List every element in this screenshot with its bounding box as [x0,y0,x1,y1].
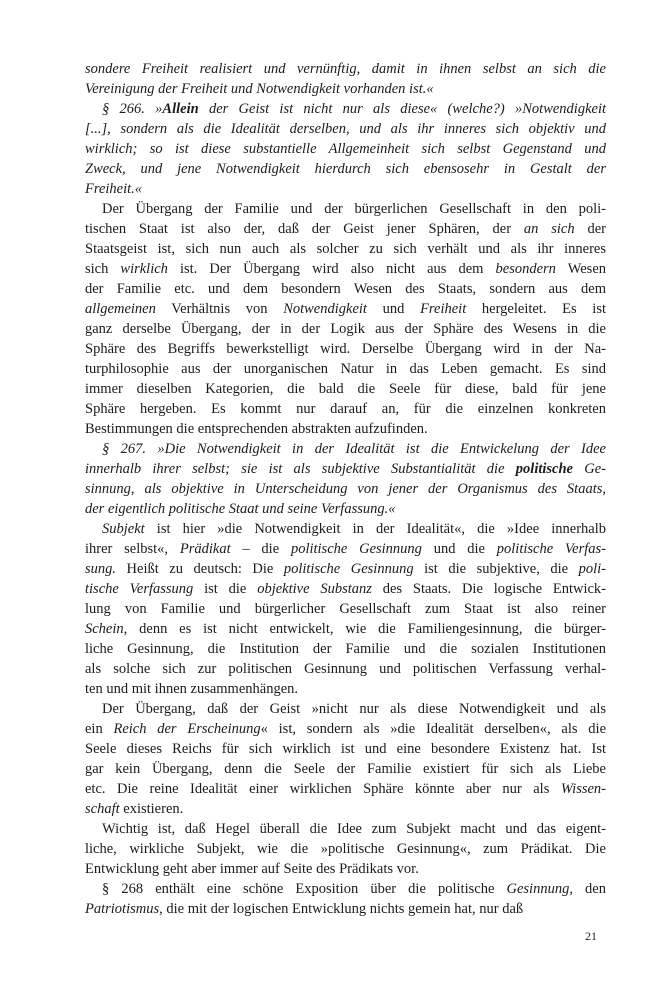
text-segment: Wissen- [560,781,606,797]
text-segment: Wichtig ist, daß Hegel überall die Idee zum Subjekt macht und das eigent- [102,821,606,837]
text-line [85,439,606,459]
page-number: 21 [585,929,597,943]
text-line [85,619,606,639]
text-line [85,899,606,919]
text-line [85,539,606,559]
text-segment: ihrer selbst«, [85,541,180,557]
text-segment: des Staats. Die logische Entwick- [371,581,607,597]
text-segment: der eigentlich politische Staat und seine Verfassung.« [85,501,396,517]
text-segment: [...], sondern als die Idealität derselben, und als ihr inneres sich objektiv und [85,121,606,137]
text-segment: Heißt zu deutsch: Die [116,561,284,577]
text-segment: ganz derselbe Übergang, der in der Logik aus der Sphäre des Wesens in die [85,321,606,337]
text-line [85,299,606,319]
text-segment: politische Verfas- [496,541,607,557]
text-segment: § 267. »Die Notwendigkeit in der Idealität ist die Entwickelung der Idee [102,441,606,457]
text-segment: « ist, sondern als »die Idealität derselben«, als die [260,721,607,737]
text-segment: Der Übergang der Familie und der bürgerlichen Gesellschaft in den poli- [102,201,606,217]
text-segment: liche, wirkliche Subjekt, wie die »politische Gesinnung«, zum Prädikat. Die [85,841,606,857]
text-segment: Prädikat [179,541,231,557]
text-segment: Entwicklung geht aber immer auf Seite des Prädikats vor. [85,861,419,877]
text-segment: Verhältnis von [155,301,284,317]
text-segment: § 266. » [102,101,163,117]
text-segment: Zweck, und jene Notwendigkeit hierdurch sich ebensosehr in Gestalt der [85,161,606,177]
text-line [85,199,606,219]
text-segment: politische [515,461,573,477]
text-segment: Reich der Erscheinung [113,721,261,737]
text-line [85,159,606,179]
text-segment: der Familie etc. und dem besondern Wesen des Staats, sondern aus dem [85,281,606,297]
text-line [85,819,606,839]
text-line [85,379,606,399]
text-segment: Sphäre des Begriffs bewerkstelligt wird. Derselbe Übergang wird in der Na- [85,341,606,357]
text-segment: , denn es ist nicht entwickelt, wie die Familiengesinnung, die bürger- [123,621,606,637]
text-segment: und [366,301,421,317]
text-line [85,59,606,79]
text-line [85,119,606,139]
text-segment: wirklich; so ist diese substantielle Allgemeinheit sich selbst Gegenstand und [85,141,606,157]
text-segment: besondern [495,261,556,277]
text-line [85,279,606,299]
text-line [85,179,606,199]
text-segment: ist hier »die Notwendigkeit in der Idealität«, die »Idee innerhalb [144,521,606,537]
text-segment: Ge- [573,461,606,477]
text-line [85,739,606,759]
text-segment: existieren. [119,801,184,817]
text-line [85,259,606,279]
text-segment: ein [85,721,114,737]
text-segment: der [574,221,607,237]
text-segment: Bestimmungen die entsprechenden abstrakten aufzufinden. [85,421,428,437]
text-line [85,859,606,879]
text-line [85,679,606,699]
text-line [85,579,606,599]
text-segment: Gesinnung [506,881,570,897]
text-segment: – die [230,541,291,557]
text-segment: Notwendigkeit [283,301,367,317]
text-segment: und die [421,541,497,557]
text-segment: hergeleitet. Es ist [466,301,607,317]
text-line [85,419,606,439]
text-segment: Sphäre hergeben. Es kommt nur darauf an, für die einzelnen konkreten [85,401,606,417]
text-segment: Vereinigung der Freiheit und Notwendigkeit vorhanden ist.« [85,81,434,97]
text-segment: gar kein Übergang, denn die Seele der Familie existiert für sich als Liebe [85,761,606,777]
text-segment: ten und mit ihnen zusammenhängen. [85,681,299,697]
text-line [85,239,606,259]
text-segment: tische Verfassung [85,581,194,597]
text-segment: Schein [85,621,124,637]
text-line [85,79,606,99]
text-segment: Freiheit [420,301,467,317]
text-line [85,99,606,119]
text-line [85,219,606,239]
text-segment: § 268 enthält eine schöne Exposition über die politische [102,881,507,897]
text-segment: lung von Familie und bürgerlicher Gesellschaft zum Staat ist also reiner [85,601,606,617]
text-line [85,399,606,419]
text-segment: wirklich [120,261,168,277]
text-segment: als solche sich zur politischen Gesinnung und politischen Verfassung verhal- [85,661,606,677]
text-segment: politische Gesinnung [283,561,414,577]
text-segment: , den [569,881,606,897]
text-segment: Seele dieses Reichs für sich wirklich ist und eine besondere Existenz hat. Ist [85,741,606,757]
text-line [85,659,606,679]
text-segment: Wesen [555,261,607,277]
text-segment: ist die subjektive, die [413,561,579,577]
text-segment: innerhalb ihrer selbst; sie ist als subjektive Substantialität die [85,461,516,477]
text-segment: Subjekt [102,521,145,537]
text-segment: Patriotismus [85,901,160,917]
text-line [85,139,606,159]
text-segment: schaft [85,801,120,817]
text-segment: ist die [193,581,258,597]
text-line [85,599,606,619]
text-line [85,319,606,339]
text-line [85,839,606,859]
text-line [85,459,606,479]
text-line [85,759,606,779]
text-segment: der Geist ist nicht nur als diese« (welche?) »Notwendigkeit [198,101,607,117]
text-segment: poli- [578,561,606,577]
text-segment: tischen Staat ist also der, daß der Geist jener Sphären, der [85,221,524,237]
text-segment: Staatsgeist ist, sich nun auch als solcher zu sich verhält und als ihr inneres [85,241,606,257]
text-segment: etc. Die reine Idealität einer wirklichen Sphäre könnte aber nur als [85,781,561,797]
text-block [85,59,606,919]
text-line [85,639,606,659]
text-segment: immer dieselben Kategorien, die bald die Seele für diese, bald für jene [85,381,606,397]
text-line [85,359,606,379]
text-segment: liche Gesinnung, die Institution der Familie und die sozialen Institutionen [85,641,606,657]
text-line [85,479,606,499]
text-segment: objektive Substanz [257,581,372,597]
text-segment: allgemeinen [85,301,156,317]
text-segment: , die mit der logischen Entwicklung nichts gemein hat, nur daß [159,901,524,917]
text-line [85,339,606,359]
text-line [85,699,606,719]
text-line [85,499,606,519]
text-segment: Freiheit.« [85,181,143,197]
text-segment: politische Gesinnung [290,541,422,557]
text-line [85,719,606,739]
text-line [85,519,606,539]
text-segment: sung. [85,561,117,577]
text-line [85,879,606,899]
text-line [85,779,606,799]
text-line [85,799,606,819]
text-segment: sich [85,261,121,277]
text-segment: Allein [162,101,199,117]
text-segment: sinnung, als objektive in Unterscheidung von jener der Organismus des Staats, [85,481,606,497]
text-line [85,559,606,579]
text-segment: turphilosophie aus der unorganischen Natur in das Leben gemacht. Es sind [85,361,606,377]
text-segment: sondere Freiheit realisiert und vernünftig, damit in ihnen selbst an sich die [85,61,606,77]
text-segment: Der Übergang, daß der Geist »nicht nur als diese Notwendigkeit und als [102,701,606,717]
text-segment: an sich [523,221,575,237]
text-segment: ist. Der Übergang wird also nicht aus dem [167,261,496,277]
